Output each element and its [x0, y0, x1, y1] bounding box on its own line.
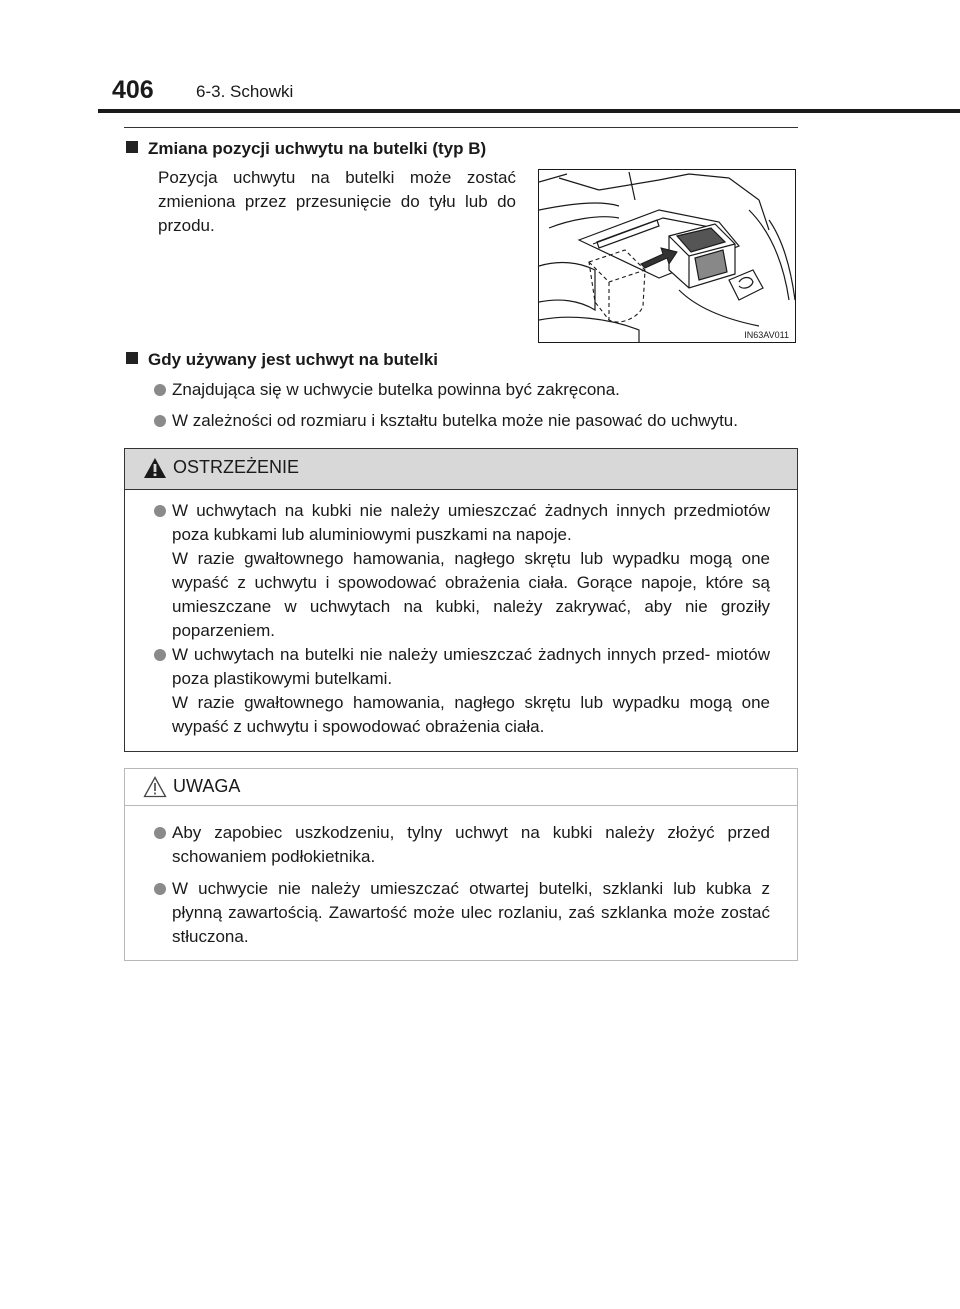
caution-item-1-text: Aby zapobiec uszkodzeniu, tylny uchwyt na kubki należy złożyć przed schowaniem podłokietnika.: [172, 823, 770, 866]
warning-item-2: [172, 643, 770, 739]
caution-title: UWAGA: [173, 776, 241, 796]
warning-triangle-filled-icon: [143, 457, 167, 479]
caution-header: [125, 769, 797, 806]
bottle-holder-illustration: [538, 169, 796, 343]
warning-title: OSTRZEŻENIE: [173, 457, 300, 477]
black-square-icon: [126, 352, 138, 364]
caution-item-2: [172, 877, 770, 949]
gray-dot-icon: [154, 649, 166, 661]
warning-item-2-line-2: W razie gwałtownego hamowania, nagłego skrętu lub wypadku mogą one wypaść z uchwytu i spowodować obrażenia ciała.: [172, 693, 770, 736]
usage-bullet-2: [172, 409, 800, 433]
heading-using-bottle-holder: [126, 350, 438, 370]
section-divider: [124, 127, 798, 128]
console-illustration: [539, 170, 795, 342]
heading-bottle-holder-position: [126, 139, 486, 159]
caution-item-2-text: W uchwycie nie należy umieszczać otwartej butelki, szklanki lub kubka z płynną zawartością. Zawartość może ulec rozlaniu, zaś szklanka może zostać stłuczona.: [172, 879, 770, 946]
bullet-text: W zależności od rozmiaru i kształtu butelka może nie pasować do uchwytu.: [172, 411, 738, 430]
gray-dot-icon: [154, 883, 166, 895]
page-number: 406: [112, 76, 154, 104]
figure-code: IN63AV011: [744, 330, 789, 340]
header-rule: [98, 109, 960, 113]
gray-dot-icon: [154, 505, 166, 517]
warning-item-2-line-1: W uchwytach na butelki nie należy umieszczać żadnych innych przed- miotów poza plastikowymi butelkami.: [172, 645, 770, 688]
gray-dot-icon: [154, 827, 166, 839]
warning-item-1: [172, 499, 770, 643]
caution-item-1: [172, 821, 770, 869]
warning-triangle-outline-icon: [143, 776, 167, 798]
bottle-holder-position-text: Pozycja uchwytu na butelki może zostać zmieniona przez przesunięcie do tyłu lub do przodu.: [158, 168, 516, 235]
black-square-icon: [126, 141, 138, 153]
gray-dot-icon: [154, 415, 166, 427]
warning-header: [125, 449, 797, 490]
heading-text: Gdy używany jest uchwyt na butelki: [148, 350, 439, 369]
section-title: 6-3. Schowki: [196, 82, 294, 101]
usage-bullet-1: [172, 378, 800, 402]
warning-box: [124, 448, 798, 752]
heading-text: Zmiana pozycji uchwytu na butelki (typ B): [148, 139, 487, 158]
caution-box: [124, 768, 798, 961]
gray-dot-icon: [154, 384, 166, 396]
warning-item-1-line-2: W razie gwałtownego hamowania, nagłego skrętu lub wypadku mogą one wypaść z uchwytu i spowodować obrażenia ciała. Gorące napoje, które są umieszczane w uchwytach na kubki, należy zakrywać, aby nie groziły poparzeniem.: [172, 549, 770, 640]
bullet-text: Znajdująca się w uchwycie butelka powinna być zakręcona.: [172, 380, 620, 399]
warning-item-1-line-1: W uchwytach na kubki nie należy umieszczać żadnych innych przedmiotów poza kubkami lub aluminiowymi puszkami na napoje.: [172, 501, 770, 544]
